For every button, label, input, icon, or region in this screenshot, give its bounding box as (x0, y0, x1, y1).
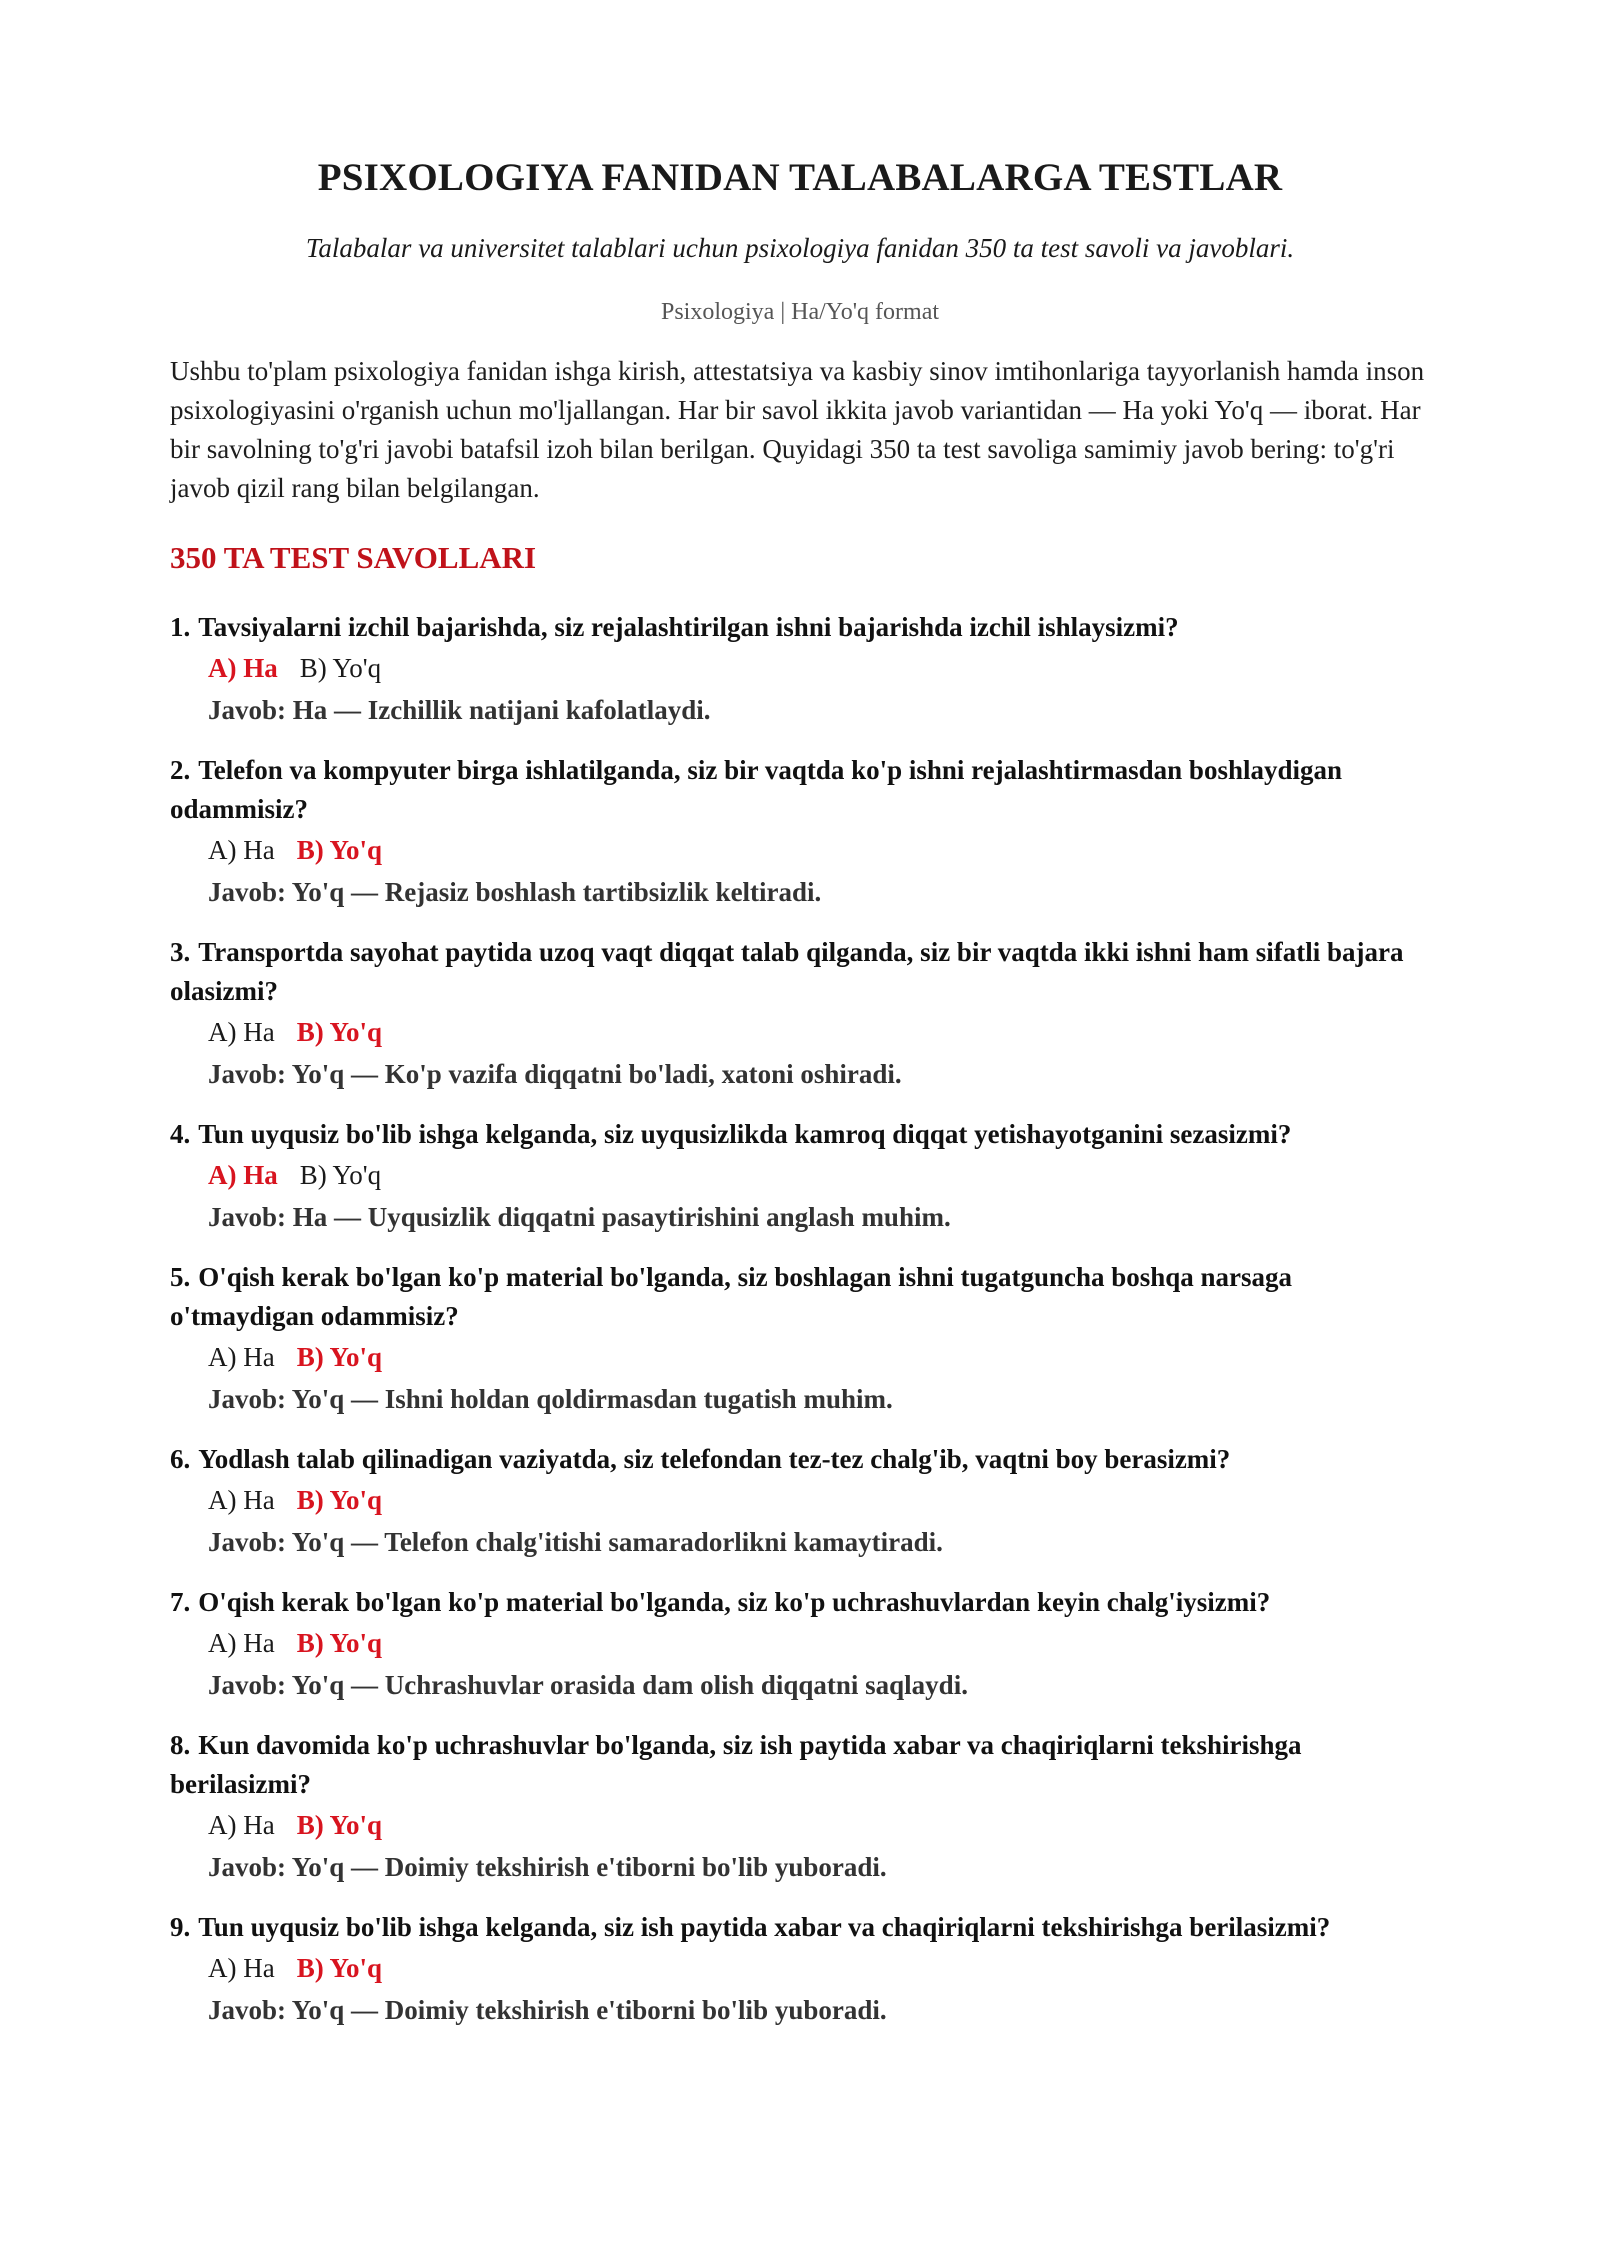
option-a: A) Ha (208, 1628, 275, 1658)
answer-explanation: Javob: Ha — Izchillik natijani kafolatlaydi. (208, 695, 711, 725)
answer-options (208, 1011, 1430, 1053)
question-body: Kun davomida ko'p uchrashuvlar bo'lganda, siz ish paytida xabar va chaqiriqlarni tekshirishga berilasizmi? (170, 1730, 1302, 1799)
question-body: Tun uyqusiz bo'lib ishga kelganda, siz uyqusizlikda kamroq diqqat yetishayotganini sezasizmi? (198, 1119, 1292, 1149)
question-number: 4. (170, 1119, 191, 1149)
question-item (170, 608, 1430, 731)
question-item (170, 751, 1430, 913)
question-number: 6. (170, 1444, 191, 1474)
question-body: Telefon va kompyuter birga ishlatilganda, siz bir vaqtda ko'p ishni rejalashtirmasdan boshlaydigan odammisiz? (170, 755, 1343, 824)
section-heading: 350 TA TEST SAVOLLARI (170, 540, 537, 575)
answer-options (208, 1947, 1430, 1989)
option-a: A) Ha (208, 1485, 275, 1515)
question-item (170, 1115, 1430, 1238)
question-body: Transportda sayohat paytida uzoq vaqt diqqat talab qilganda, siz bir vaqtda ikki ishni ham sifatli bajara olasizmi? (170, 937, 1404, 1006)
option-b: B) Yo'q (299, 653, 382, 683)
option-b: B) Yo'q (296, 1485, 383, 1515)
document-title: PSIXOLOGIYA FANIDAN TALABALARGA TESTLAR (317, 156, 1283, 199)
answer-options (208, 829, 1430, 871)
option-a: A) Ha (208, 1160, 278, 1190)
answer-explanation: Javob: Yo'q — Doimiy tekshirish e'tiborni bo'lib yuboradi. (208, 1995, 887, 2025)
answer-explanation: Javob: Yo'q — Telefon chalg'itishi samaradorlikni kamaytiradi. (208, 1527, 943, 1557)
answer-options (208, 1622, 1430, 1664)
answer-options (208, 647, 1430, 689)
question-text (170, 1258, 1430, 1336)
option-b: B) Yo'q (296, 1810, 383, 1840)
question-text (170, 1908, 1430, 1947)
question-text (170, 608, 1430, 647)
question-text (170, 1440, 1430, 1479)
question-item (170, 1583, 1430, 1706)
document-meta: Psixologiya | Ha/Yo'q format (660, 299, 940, 325)
answer-explanation: Javob: Yo'q — Ishni holdan qoldirmasdan tugatish muhim. (208, 1384, 893, 1414)
question-body: Tavsiyalarni izchil bajarishda, siz rejalashtirilgan ishni bajarishda izchil ishlaysizmi? (198, 612, 1179, 642)
question-number: 5. (170, 1262, 191, 1292)
option-a: A) Ha (208, 835, 275, 865)
option-a: A) Ha (208, 653, 278, 683)
answer-explanation: Javob: Yo'q — Doimiy tekshirish e'tiborni bo'lib yuboradi. (208, 1852, 887, 1882)
question-item (170, 1440, 1430, 1563)
answer-explanation: Javob: Yo'q — Ko'p vazifa diqqatni bo'ladi, xatoni oshiradi. (208, 1059, 902, 1089)
question-item (170, 1726, 1430, 1888)
answer-options (208, 1479, 1430, 1521)
option-a: A) Ha (208, 1017, 275, 1047)
option-b: B) Yo'q (299, 1160, 382, 1190)
question-text (170, 1726, 1430, 1804)
question-text (170, 933, 1430, 1011)
question-body: O'qish kerak bo'lgan ko'p material bo'lganda, siz boshlagan ishni tugatguncha boshqa narsaga o'tmaydigan odammisiz? (170, 1262, 1293, 1331)
question-body: Tun uyqusiz bo'lib ishga kelganda, siz ish paytida xabar va chaqiriqlarni tekshirishga berilasizmi? (198, 1912, 1331, 1942)
answer-options (208, 1336, 1430, 1378)
question-list (170, 608, 1430, 2031)
option-b: B) Yo'q (296, 1628, 383, 1658)
document-subtitle: Talabalar va universitet talablari uchun psixologiya fanidan 350 ta test savoli va javoblari. (305, 233, 1295, 263)
question-text (170, 751, 1430, 829)
option-b: B) Yo'q (296, 1017, 383, 1047)
question-text (170, 1115, 1430, 1154)
option-b: B) Yo'q (296, 835, 383, 865)
option-a: A) Ha (208, 1953, 275, 1983)
option-b: B) Yo'q (296, 1342, 383, 1372)
question-item (170, 1908, 1430, 2031)
answer-explanation: Javob: Yo'q — Uchrashuvlar orasida dam olish diqqatni saqlaydi. (208, 1670, 968, 1700)
answer-options (208, 1804, 1430, 1846)
question-body: O'qish kerak bo'lgan ko'p material bo'lganda, siz ko'p uchrashuvlardan keyin chalg'iysizmi? (198, 1587, 1271, 1617)
question-number: 8. (170, 1730, 191, 1760)
question-text (170, 1583, 1430, 1622)
intro-paragraph: Ushbu to'plam psixologiya fanidan ishga kirish, attestatsiya va kasbiy sinov imtihonlariga tayyorlanish hamda inson psixologiyasini o'rganish uchun mo'ljallangan. Har bir savol ikkita javob variantidan — Ha yoki Yo'q — iborat. Har bir savolning to'g'ri javobi batafsil izoh bilan berilgan. Quyidagi 350 ta test savoliga samimiy javob bering: to'g'ri javob qizil rang bilan belgilangan. (170, 356, 1425, 503)
question-number: 7. (170, 1587, 191, 1617)
option-a: A) Ha (208, 1342, 275, 1372)
question-item (170, 933, 1430, 1095)
question-number: 2. (170, 755, 191, 785)
option-b: B) Yo'q (296, 1953, 383, 1983)
question-number: 1. (170, 612, 191, 642)
option-a: A) Ha (208, 1810, 275, 1840)
answer-explanation: Javob: Ha — Uyqusizlik diqqatni pasaytirishini anglash muhim. (208, 1202, 951, 1232)
question-item (170, 1258, 1430, 1420)
question-number: 9. (170, 1912, 191, 1942)
question-body: Yodlash talab qilinadigan vaziyatda, siz telefondan tez-tez chalg'ib, vaqtni boy berasizmi? (198, 1444, 1231, 1474)
answer-options (208, 1154, 1430, 1196)
question-number: 3. (170, 937, 191, 967)
answer-explanation: Javob: Yo'q — Rejasiz boshlash tartibsizlik keltiradi. (208, 877, 822, 907)
